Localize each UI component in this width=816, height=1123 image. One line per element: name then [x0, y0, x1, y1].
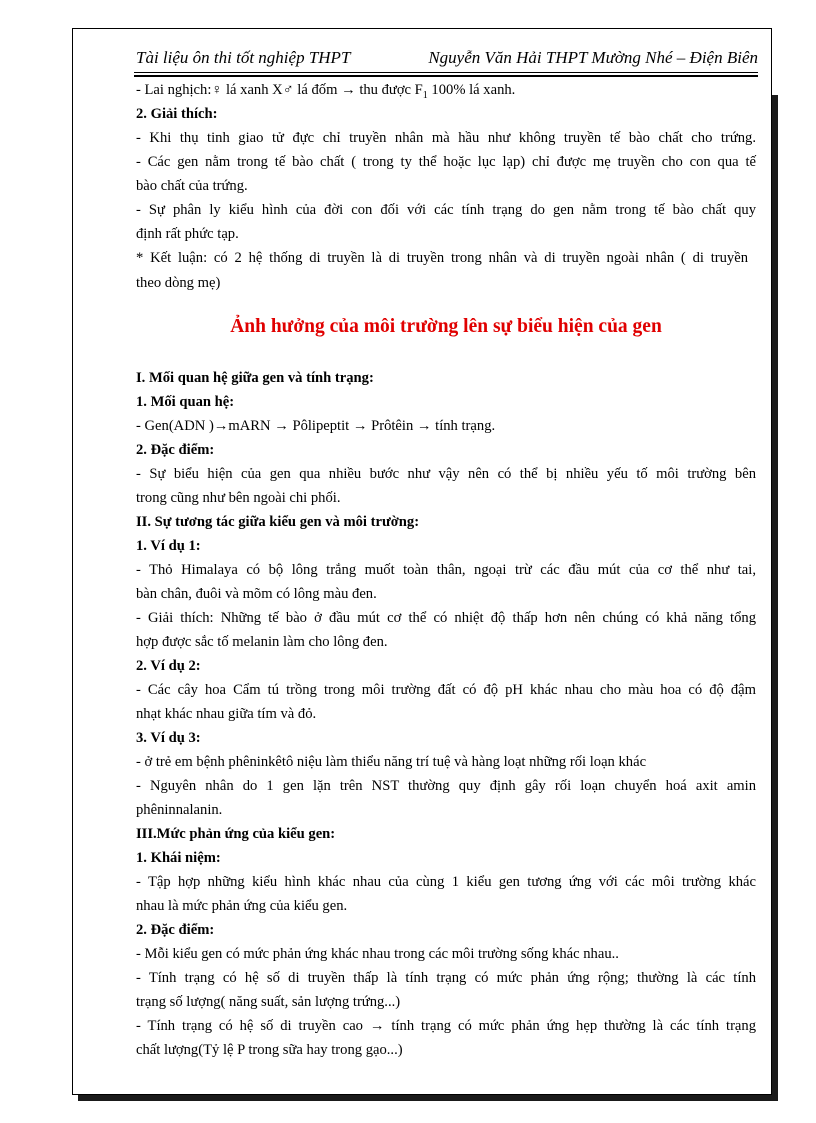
text-line: - Tính trạng có hệ số di truyền cao → tính trạng có mức phản ứng hẹp thường là các tính trạng	[136, 1018, 756, 1034]
text-line: trạng số lượng( năng suất, sản lượng trứng...)	[136, 994, 401, 1010]
text-line: - Tính trạng có hệ số di truyền thấp là tính trạng có mức phản ứng rộng; thường là các tính	[136, 970, 756, 986]
text-line: - Mỗi kiểu gen có mức phản ứng khác nhau trong các môi trường sống khác nhau..	[136, 946, 619, 962]
section-heading: II. Sự tương tác giữa kiểu gen và môi trường:	[136, 514, 420, 530]
header-left: Tài liệu ôn thi tốt nghiệp THPT	[136, 48, 351, 67]
subsection-heading: 2. Đặc điểm:	[136, 922, 215, 938]
text-line	[136, 80, 756, 100]
text-line: * Kết luận: có 2 hệ thống di truyền là di truyền trong nhân và di truyền ngoài nhân ( di truyền	[136, 250, 748, 266]
text-line: bàn chân, đuôi và mõm có lông màu đen.	[136, 586, 377, 602]
header-right: Nguyễn Văn Hải THPT Mường Nhé – Điện Biên	[428, 48, 758, 67]
text-line: - Giải thích: Những tế bào ở đầu mút cơ thể có nhiệt độ thấp hơn nên chúng có khả năng tổng	[136, 610, 756, 626]
section-heading: 2. Giải thích:	[136, 106, 218, 122]
page-shadow-bottom	[78, 1095, 778, 1101]
text-line: phêninnalanin.	[136, 802, 223, 818]
header-rule-thin	[134, 72, 758, 73]
page-header	[136, 46, 758, 74]
text-line: - Các cây hoa Cẩm tú trồng trong môi trường đất có độ pH khác nhau cho màu hoa có độ đậm	[136, 682, 756, 698]
subsection-heading: 2. Đặc điểm:	[136, 442, 215, 458]
page-title: Ảnh hưởng của môi trường lên sự biểu hiện của gen	[230, 316, 662, 337]
section-heading: I. Mối quan hệ giữa gen và tính trạng:	[136, 370, 374, 386]
text-line: - Sự phân ly kiểu hình của đời con đối với các tính trạng do gen nằm trong tế bào chất quy	[136, 202, 756, 218]
text-line: - Các gen nằm trong tế bào chất ( trong ty thể hoặc lục lạp) chỉ được mẹ truyền cho con qua tế	[136, 154, 756, 170]
page-shadow-right	[772, 95, 778, 1095]
text-line: hợp được sắc tố melanin làm cho lông đen.	[136, 634, 388, 650]
text-line: - Sự biểu hiện của gen qua nhiều bước như vậy nên có thể bị nhiều yếu tố môi trường bên	[136, 466, 756, 482]
subsection-heading: 2. Ví dụ 2:	[136, 658, 201, 674]
subsection-heading: 3. Ví dụ 3:	[136, 730, 201, 746]
text-line: theo dòng mẹ)	[136, 275, 221, 291]
text-line-part: - Lai nghịch:♀ lá xanh X♂ lá đốm → thu được F	[136, 82, 423, 98]
text-line: - Tập hợp những kiểu hình khác nhau của cùng 1 kiểu gen tương ứng với các môi trường khác	[136, 874, 756, 890]
subscript: 1	[422, 89, 428, 101]
subsection-heading: 1. Khái niệm:	[136, 850, 221, 866]
text-line: - ở trẻ em bệnh phêninkêtô niệu làm thiểu năng trí tuệ và hàng loạt những rối loạn khác	[136, 754, 647, 770]
text-line: - Thỏ Himalaya có bộ lông trắng muốt toàn thân, ngoại trừ các đầu mút của cơ thể như tai,	[136, 562, 756, 578]
header-rule-thick	[134, 75, 758, 77]
text-line: - Nguyên nhân do 1 gen lặn trên NST thường quy định gây rối loạn chuyển hoá axit amin	[136, 778, 756, 794]
text-line: - Khi thụ tinh giao tử đực chỉ truyền nhân mà hầu như không truyền tế bào chất cho trứng.	[136, 130, 756, 146]
text-line: trong cũng như bên ngoài chi phối.	[136, 490, 341, 506]
text-line: nhau là mức phản ứng của kiểu gen.	[136, 898, 348, 914]
text-line: chất lượng(Tỷ lệ P trong sữa hay trong gạo...)	[136, 1042, 403, 1058]
text-line: - Gen(ADN )→mARN → Pôlipeptit → Prôtêin → tính trạng.	[136, 418, 496, 434]
text-line: nhạt khác nhau giữa tím và đỏ.	[136, 706, 317, 722]
text-line-part: 100% lá xanh.	[427, 82, 516, 98]
subsection-heading: 1. Mối quan hệ:	[136, 394, 235, 410]
subsection-heading: 1. Ví dụ 1:	[136, 538, 201, 554]
text-line: định rất phức tạp.	[136, 226, 239, 242]
section-heading: III.Mức phản ứng của kiểu gen:	[136, 826, 336, 842]
text-line: bào chất của trứng.	[136, 178, 248, 194]
